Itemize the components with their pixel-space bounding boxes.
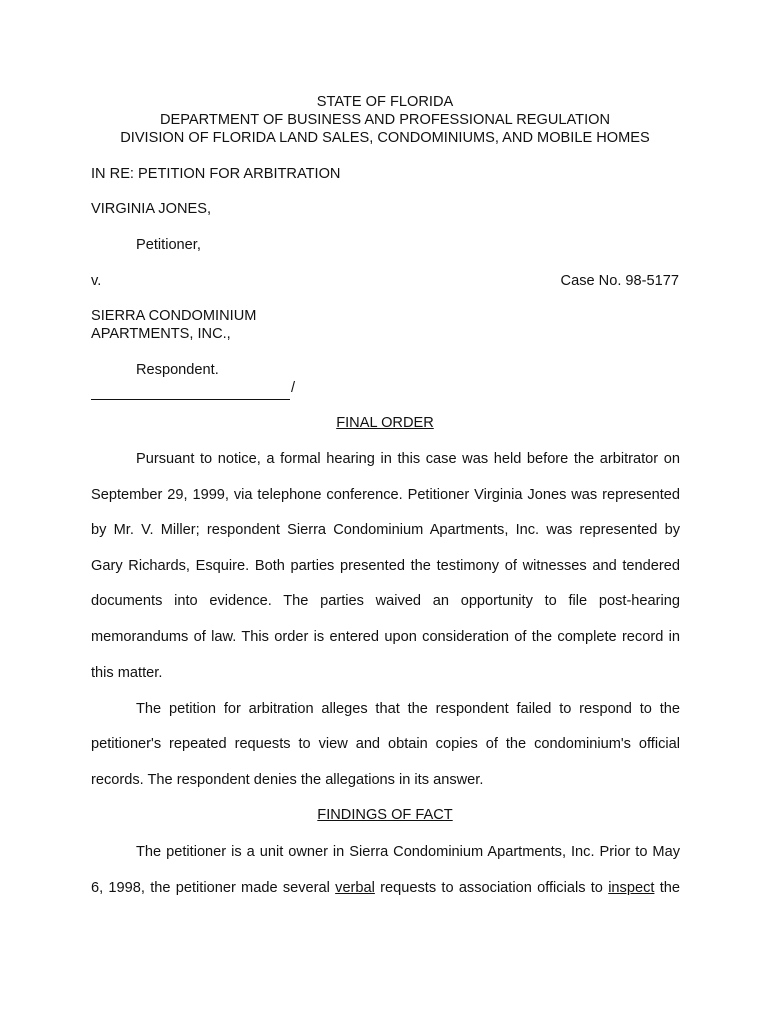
final-order-heading: FINAL ORDER [336,415,434,431]
final-order-p1-line: Pursuant to notice, a formal hearing in this case was held before the arbitrator on [136,451,680,467]
final-order-p1-line: documents into evidence. The parties waived an opportunity to file post-hearing [91,593,680,609]
final-order-p2-line: records. The respondent denies the allegations in its answer. [91,772,484,788]
findings-line: The petitioner is a unit owner in Sierra Condominium Apartments, Inc. Prior to May [136,844,680,860]
final-order-p1-line: memorandums of law. This order is entered upon consideration of the complete record in [91,629,680,645]
caption-slash: / [291,380,296,396]
findings-heading: FINDINGS OF FACT [317,807,453,823]
final-order-p2-line: petitioner's repeated requests to view and obtain copies of the condominium's official [91,736,680,752]
caption-respondent-name-1: SIERRA CONDOMINIUM [91,308,257,324]
caption-in-re: IN RE: PETITION FOR ARBITRATION [91,166,341,182]
findings-text: requests to association officials to [374,880,609,896]
findings-line-2 [91,879,680,897]
caption-respondent-name-2: APARTMENTS, INC., [91,326,231,342]
header-division: DIVISION OF FLORIDA LAND SALES, CONDOMINIUMS, AND MOBILE HOMES [120,130,650,146]
caption-petitioner-name: VIRGINIA JONES, [91,201,212,217]
caption-respondent-role: Respondent. [136,362,219,378]
findings-underlined-inspect: inspect [608,880,655,896]
caption-petitioner-role: Petitioner, [136,237,201,253]
caption-versus: v. [91,273,102,289]
findings-text: 6, 1998, the petitioner made several [91,880,336,896]
final-order-p1-line: this matter. [91,665,163,681]
final-order-p1-line: September 29, 1999, via telephone conference. Petitioner Virginia Jones was represented [91,487,680,503]
findings-underlined-verbal: verbal [335,880,375,896]
caption-signature-rule [91,385,290,400]
final-order-p1-line: by Mr. V. Miller; respondent Sierra Condominium Apartments, Inc. was represented by [91,522,680,538]
findings-text: the [654,880,680,896]
header-state: STATE OF FLORIDA [316,94,454,110]
header-department: DEPARTMENT OF BUSINESS AND PROFESSIONAL REGULATION [159,112,611,128]
case-number: Case No. 98-5177 [560,273,679,289]
final-order-p2-line: The petition for arbitration alleges that the respondent failed to respond to the [136,701,680,717]
final-order-p1-line: Gary Richards, Esquire. Both parties presented the testimony of witnesses and tendered [91,558,680,574]
